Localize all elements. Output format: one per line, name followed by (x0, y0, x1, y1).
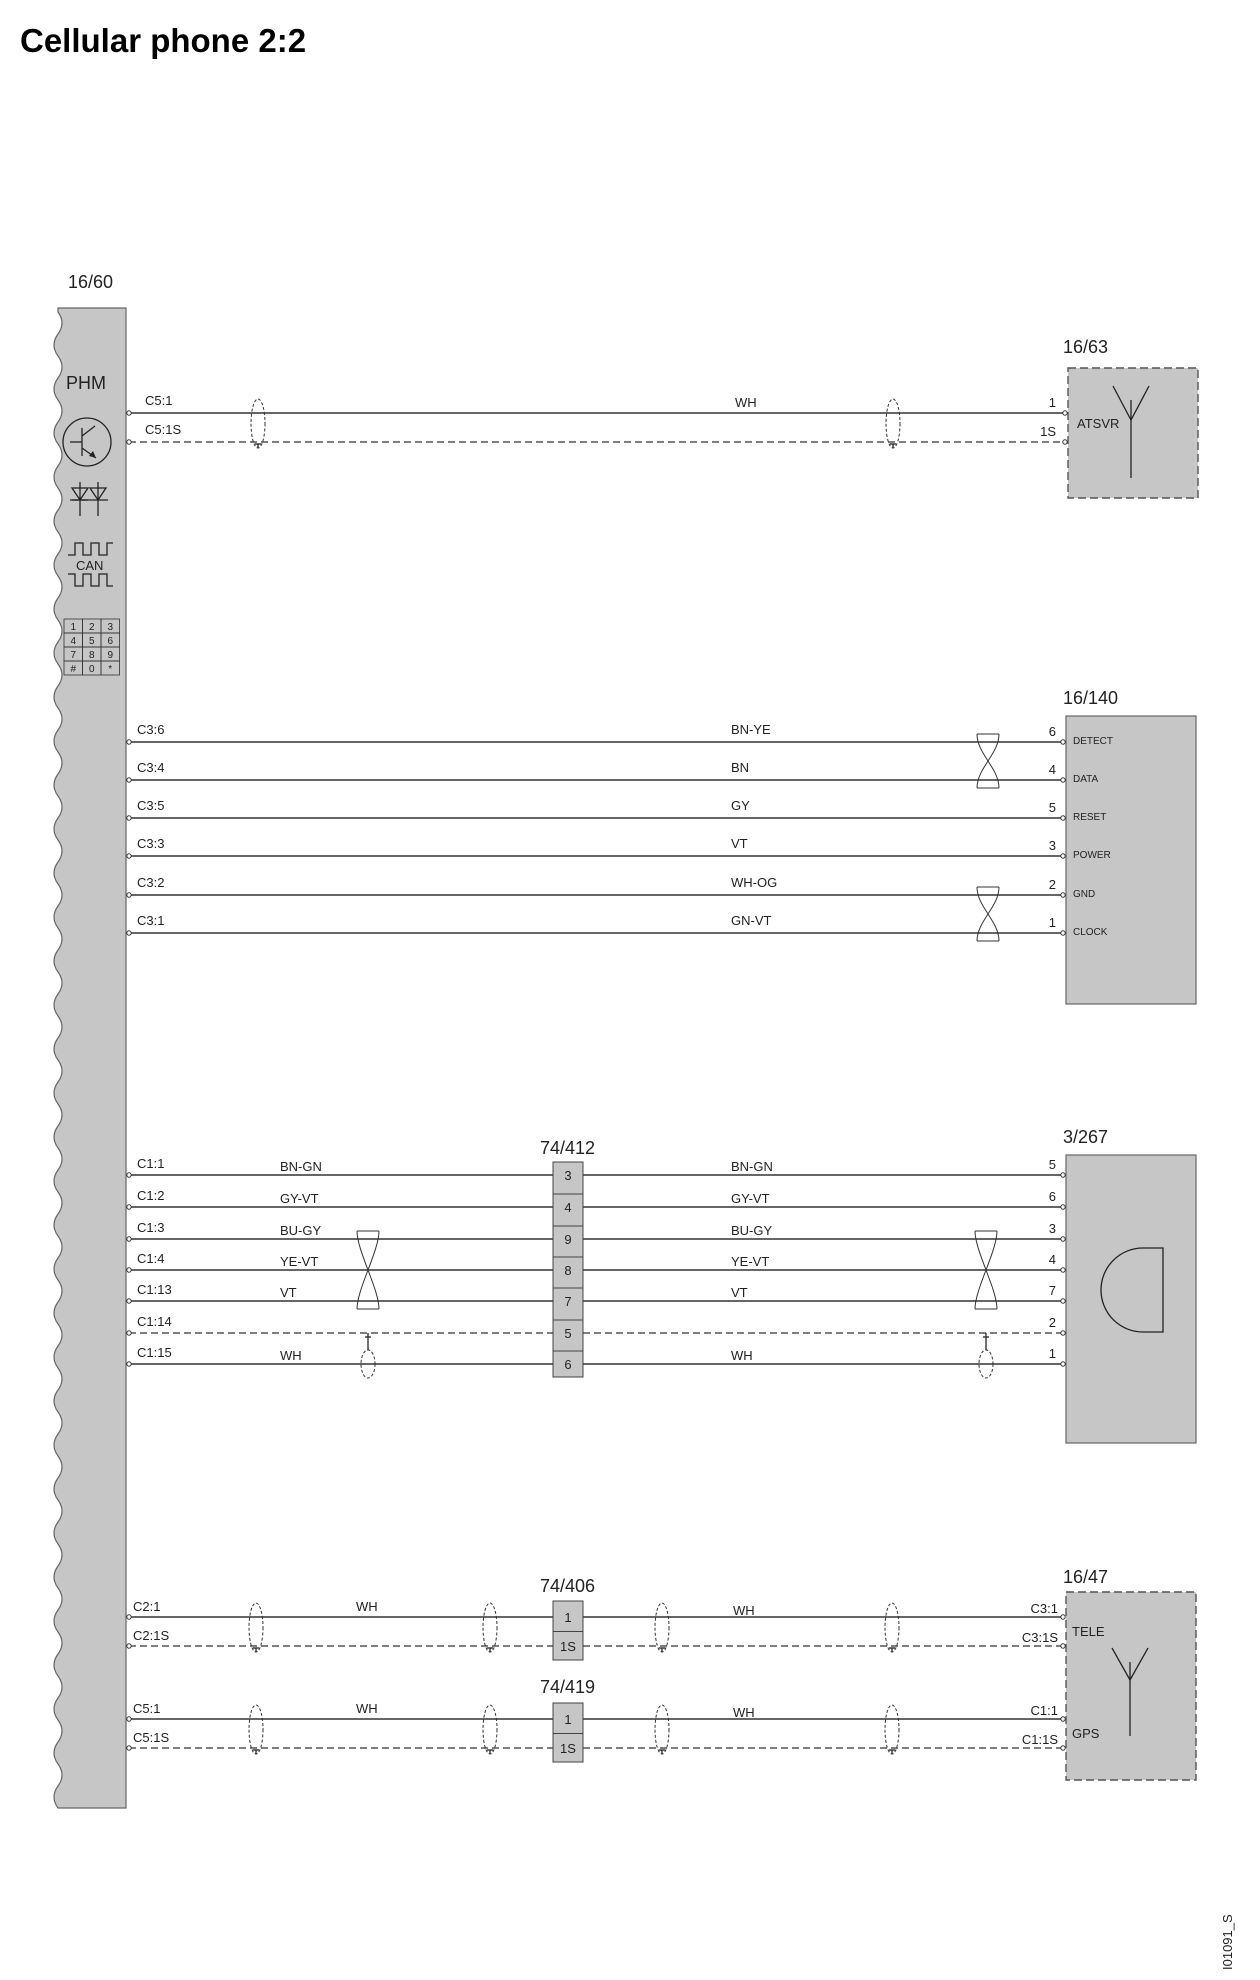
speaker-left-wire-color: BU-GY (280, 1223, 322, 1238)
connector-140-ref: 16/140 (1063, 688, 1119, 708)
pin-terminal (1063, 440, 1067, 444)
connector-140-wire-color: WH-OG (731, 875, 778, 890)
pin-terminal (1061, 1331, 1065, 1335)
pin-terminal (1061, 778, 1065, 782)
pin-terminal (1061, 816, 1065, 820)
junction-412-pin: 6 (564, 1357, 572, 1372)
keypad-key-label: 6 (107, 636, 114, 647)
speaker-left-pin: C1:14 (137, 1314, 172, 1329)
shield-oval (249, 1705, 263, 1754)
connector-140-left-pin: C3:5 (137, 798, 165, 813)
pin-terminal (127, 931, 131, 935)
speaker-right-wire-color: YE-VT (731, 1254, 770, 1269)
shield-oval (886, 399, 900, 448)
shield-oval (655, 1705, 669, 1754)
antenna-right-pin: C3:1 (1030, 1601, 1058, 1616)
pin-terminal (1061, 1237, 1065, 1241)
pin-terminal (1061, 931, 1065, 935)
pin-terminal (1061, 854, 1065, 858)
antenna-right-pin: C3:1S (1021, 1630, 1058, 1645)
antenna-right-pin: C1:1S (1021, 1732, 1058, 1747)
antenna-left-wire-color: WH (356, 1599, 378, 1614)
atsvr-component (1068, 368, 1198, 498)
pin-terminal (1061, 1615, 1065, 1619)
speaker-left-wire-color: WH (280, 1348, 302, 1363)
keypad-key-label: 9 (107, 650, 114, 661)
speaker-right-wire-color: VT (731, 1285, 748, 1300)
junction-pin: 1S (560, 1741, 576, 1756)
antenna-left-pin: C5:1S (133, 1730, 170, 1745)
wire-layer (127, 393, 1113, 1762)
shield-oval (251, 399, 265, 448)
junction-412-pin: 7 (564, 1294, 572, 1309)
connector-140-left-pin: C3:2 (137, 875, 165, 890)
antenna-right-wire-color: WH (733, 1705, 755, 1720)
pin-terminal (127, 778, 131, 782)
pin-terminal (127, 893, 131, 897)
atsvr-ref: 16/63 (1063, 337, 1109, 357)
connector-140-left-pin: C3:3 (137, 836, 165, 851)
pin-terminal (1061, 1644, 1065, 1648)
can-label: CAN (76, 558, 104, 573)
pin-terminal (127, 816, 131, 820)
pin-terminal (1061, 1205, 1065, 1209)
tele-label: TELE (1072, 1624, 1105, 1639)
keypad-key-label: 3 (107, 622, 114, 633)
keypad-key-label: 5 (88, 636, 95, 647)
pin-terminal (1061, 1717, 1065, 1721)
speaker-right-wire-color: BU-GY (731, 1223, 773, 1238)
pin-terminal (1061, 1299, 1065, 1303)
shield-oval (483, 1603, 497, 1652)
connector-140-wire-color: BN (731, 760, 750, 775)
connector-140-right-pin: 6 (1048, 724, 1056, 739)
junction-412-pin: 8 (564, 1263, 572, 1278)
keypad-key-label: * (108, 664, 113, 675)
pin-terminal (127, 1615, 131, 1619)
junction-412-ref: 74/412 (540, 1138, 596, 1158)
speaker-left-pin: C1:13 (137, 1282, 172, 1297)
pin-terminal (1061, 740, 1065, 744)
keypad-key-label: 7 (70, 650, 77, 661)
connector-140-right-pin: 2 (1048, 877, 1056, 892)
pin-terminal (127, 1331, 131, 1335)
keypad-key-label: # (70, 664, 77, 675)
connector-140-left-pin: C3:4 (137, 760, 165, 775)
pin-terminal (127, 440, 131, 444)
junction-412-pin: 4 (564, 1200, 572, 1215)
pin-terminal (127, 1717, 131, 1721)
speaker-right-wire-color: GY-VT (731, 1191, 770, 1206)
pin-terminal (1061, 1173, 1065, 1177)
atsvr-wire-color: WH (735, 395, 757, 410)
junction-406-ref: 74/406 (540, 1576, 596, 1596)
image-code: I01091_S (1220, 1914, 1235, 1970)
connector-140-wire-color: GY (731, 798, 750, 813)
antenna-left-wire-color: WH (356, 1701, 378, 1716)
pin-terminal (127, 740, 131, 744)
junction-412-pin: 9 (564, 1232, 572, 1247)
phm-module-body (54, 308, 126, 1808)
connector-140-right-pin: 5 (1048, 800, 1056, 815)
connector-140-left-pin: C3:1 (137, 913, 165, 928)
connector-140-right-pin: 1 (1048, 915, 1056, 930)
pin-terminal (1061, 1268, 1065, 1272)
connector-140-wire-color: GN-VT (731, 913, 772, 928)
atsvr-label: ATSVR (1077, 416, 1120, 431)
connector-140-signal: GND (1073, 889, 1096, 900)
speaker-left-pin: C1:4 (137, 1251, 165, 1266)
speaker-right-wire-color: WH (731, 1348, 753, 1363)
junction-419-ref: 74/419 (540, 1677, 596, 1697)
keypad-key-label: 4 (70, 636, 77, 647)
pin-terminal (127, 854, 131, 858)
junction-412-pin: 5 (564, 1326, 572, 1341)
connector-140-right-pin: 3 (1048, 838, 1056, 853)
antenna-right-wire-color: WH (733, 1603, 755, 1618)
keypad-icon (64, 619, 120, 675)
pin-terminal (127, 1746, 131, 1750)
antenna-left-pin: C5:1 (133, 1701, 161, 1716)
speaker-left-pin: C1:1 (137, 1156, 165, 1171)
speaker-left-wire-color: VT (280, 1285, 297, 1300)
connector-140-signal: DETECT (1073, 736, 1113, 747)
connector-140-wire-color: VT (731, 836, 748, 851)
pin-terminal (1061, 1746, 1065, 1750)
speaker-left-wire-color: BN-GN (280, 1159, 322, 1174)
speaker-right-pin: 2 (1048, 1315, 1056, 1330)
gps-label: GPS (1072, 1726, 1100, 1741)
pin-terminal (127, 1237, 131, 1241)
speaker-ref: 3/267 (1063, 1127, 1109, 1147)
connector-140-signal: CLOCK (1073, 927, 1108, 938)
shield-oval (249, 1603, 263, 1652)
page-title: Cellular phone 2:2 (20, 22, 307, 59)
atsvr-left-pin: C5:1S (145, 422, 182, 437)
junction-412-pin: 3 (564, 1168, 572, 1183)
pin-terminal (1061, 1362, 1065, 1366)
speaker-left-pin: C1:2 (137, 1188, 165, 1203)
junction-pin: 1S (560, 1639, 576, 1654)
phm-label: PHM (66, 373, 106, 393)
connector-140-signal: RESET (1073, 812, 1107, 823)
pin-terminal (127, 1362, 131, 1366)
pin-terminal (1063, 411, 1067, 415)
speaker-right-pin: 6 (1048, 1189, 1056, 1204)
speaker-left-pin: C1:3 (137, 1220, 165, 1235)
pin-terminal (127, 411, 131, 415)
junction-pin: 1 (564, 1712, 572, 1727)
speaker-right-pin: 7 (1048, 1283, 1056, 1298)
speaker-left-wire-color: YE-VT (280, 1254, 319, 1269)
keypad-key-label: 2 (88, 622, 95, 633)
shield-oval (885, 1705, 899, 1754)
connector-140-left-pin: C3:6 (137, 722, 165, 737)
speaker-left-pin: C1:15 (137, 1345, 172, 1360)
keypad-key-label: 0 (88, 664, 95, 675)
pin-terminal (127, 1205, 131, 1209)
connector-140-signal: POWER (1073, 850, 1111, 861)
antenna-right-pin: C1:1 (1030, 1703, 1058, 1718)
pin-terminal (127, 1173, 131, 1177)
shield-oval (483, 1705, 497, 1754)
connector-140-signal: DATA (1073, 774, 1099, 785)
pin-terminal (127, 1268, 131, 1272)
junction-pin: 1 (564, 1610, 572, 1625)
atsvr-right-pin: 1 (1048, 395, 1056, 410)
shield-oval (655, 1603, 669, 1652)
antenna-left-pin: C2:1S (133, 1628, 170, 1643)
atsvr-right-pin: 1S (1040, 424, 1056, 439)
antenna-component (1066, 1592, 1196, 1780)
antenna-ref: 16/47 (1063, 1567, 1109, 1587)
pin-terminal (127, 1299, 131, 1303)
speaker-right-wire-color: BN-GN (731, 1159, 773, 1174)
speaker-right-pin: 5 (1048, 1157, 1056, 1172)
shield-oval (885, 1603, 899, 1652)
keypad-key-label: 1 (70, 622, 77, 633)
speaker-right-pin: 4 (1048, 1252, 1056, 1267)
speaker-left-wire-color: GY-VT (280, 1191, 319, 1206)
pin-terminal (127, 1644, 131, 1648)
connector-140-right-pin: 4 (1048, 762, 1056, 777)
speaker-right-pin: 1 (1048, 1346, 1056, 1361)
pin-terminal (1061, 893, 1065, 897)
connector-140-wire-color: BN-YE (731, 722, 771, 737)
speaker-right-pin: 3 (1048, 1221, 1056, 1236)
antenna-left-pin: C2:1 (133, 1599, 161, 1614)
keypad-key-label: 8 (88, 650, 95, 661)
speaker-component (1066, 1155, 1196, 1443)
phm-ref: 16/60 (68, 272, 114, 292)
atsvr-left-pin: C5:1 (145, 393, 173, 408)
